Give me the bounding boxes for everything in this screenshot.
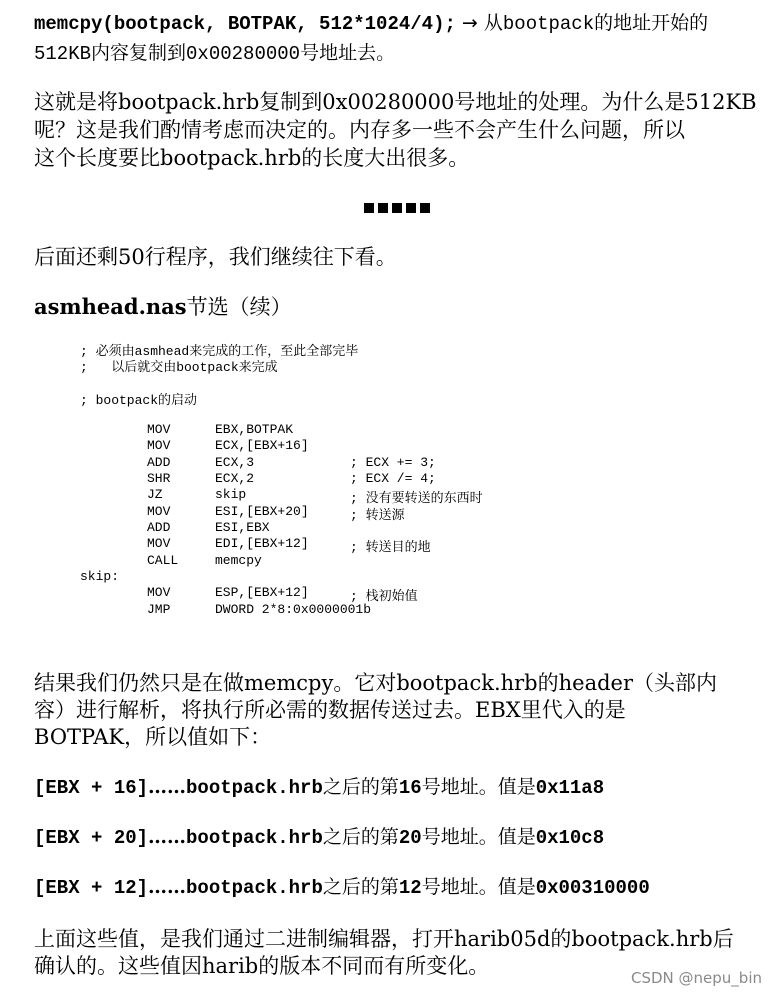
code-label: skip:: [80, 569, 120, 584]
section-divider: [364, 198, 434, 217]
code-comment: ; 必须由asmhead来完成的工作，至此全部完毕: [80, 344, 359, 359]
entry-dots: ……: [148, 776, 187, 798]
code-op: MOV: [147, 504, 171, 519]
memcpy-call-code: memcpy(bootpack, BOTPAK, 512*1024/4);: [34, 13, 456, 35]
header-entry: [34, 772, 604, 799]
entry-dots: ……: [148, 876, 187, 898]
arrow-icon: →: [461, 12, 478, 34]
header-entry: [34, 822, 604, 849]
entry-value: 0x00310000: [535, 877, 650, 899]
entry-file: bootpack.hrb: [186, 777, 323, 799]
code-args: skip: [215, 487, 247, 502]
code-args: ESP,[EBX+12]: [215, 585, 309, 600]
section-heading: [34, 291, 292, 321]
entry-text: 之后的第: [322, 876, 399, 898]
code-args: EDI,[EBX+12]: [215, 536, 309, 551]
code-op: MOV: [147, 536, 171, 551]
entry-text: 之后的第: [322, 776, 399, 798]
code-op: JZ: [147, 487, 163, 502]
code-args: ESI,EBX: [215, 520, 270, 535]
intro-address: 0x00280000: [186, 43, 301, 65]
code-comment: ; 以后就交由bootpack来完成: [80, 360, 278, 375]
entry-dots: ……: [148, 826, 187, 848]
code-comment: ; 转送目的地: [350, 540, 431, 555]
entry-file: bootpack.hrb: [186, 827, 323, 849]
section-suffix: 节选（续）: [186, 295, 292, 319]
intro-size: 512KB: [34, 43, 92, 65]
intro-text: 的地址开始的: [594, 12, 709, 34]
paragraph-4-line: 上面这些值，是我们通过二进制编辑器，打开harib05d的bootpack.hrb后: [34, 927, 734, 951]
entry-key: [EBX + 20]: [34, 827, 149, 849]
entry-offset: 16: [398, 777, 422, 799]
code-op: ADD: [147, 520, 171, 535]
entry-offset: 20: [398, 827, 422, 849]
csdn-watermark: CSDN @nepu_bin: [631, 969, 762, 987]
code-args: memcpy: [215, 553, 262, 568]
entry-offset: 12: [398, 877, 422, 899]
paragraph-4-line: 确认的。这些值因harib的版本不同而有所变化。: [34, 954, 490, 978]
paragraph-1-line: 呢？这是我们酌情考虑而决定的。内存多一些不会产生什么问题，所以: [34, 118, 685, 142]
code-op: CALL: [147, 553, 179, 568]
intro-line-1: [34, 8, 708, 35]
intro-word: bootpack: [502, 13, 595, 35]
code-op: MOV: [147, 422, 171, 437]
paragraph-3-line: 容）进行解析，将执行所必需的数据传送过去。EBX里代入的是: [34, 698, 626, 722]
intro-text: 内容复制到: [91, 42, 187, 64]
paragraph-1-line: 这就是将bootpack.hrb复制到0x00280000号地址的处理。为什么是512KB: [34, 90, 757, 114]
intro-text: 从: [477, 12, 503, 34]
paragraph-1-line: 这个长度要比bootpack.hrb的长度大出很多。: [34, 146, 470, 170]
code-op: MOV: [147, 438, 171, 453]
code-args: ECX,2: [215, 471, 255, 486]
code-op: SHR: [147, 471, 171, 486]
paragraph-3-line: 结果我们仍然只是在做memcpy。它对bootpack.hrb的header（头部内: [34, 671, 718, 695]
code-comment: ; 转送源: [350, 508, 405, 523]
paragraph-3-line: BOTPAK，所以值如下：: [34, 725, 272, 749]
code-op: MOV: [147, 585, 171, 600]
code-args: EBX,BOTPAK: [215, 422, 294, 437]
entry-text: 之后的第: [322, 826, 399, 848]
entry-text: 号地址。值是: [421, 876, 536, 898]
code-args: ECX,[EBX+16]: [215, 438, 309, 453]
intro-line-2: [34, 38, 395, 65]
header-entry: [34, 872, 650, 899]
code-comment: ; ECX /= 4;: [350, 471, 436, 486]
code-args: ESI,[EBX+20]: [215, 504, 309, 519]
intro-text: 号地址去。: [300, 42, 396, 64]
code-op: JMP: [147, 602, 171, 617]
entry-text: 号地址。值是: [421, 826, 536, 848]
entry-key: [EBX + 12]: [34, 877, 149, 899]
entry-value: 0x10c8: [535, 827, 605, 849]
code-comment: ; ECX += 3;: [350, 455, 436, 470]
code-comment: ; 没有要转送的东西时: [350, 491, 483, 506]
code-args: ECX,3: [215, 455, 255, 470]
entry-file: bootpack.hrb: [186, 877, 323, 899]
code-op: ADD: [147, 455, 171, 470]
entry-key: [EBX + 16]: [34, 777, 149, 799]
paragraph-2: 后面还剩50行程序，我们继续往下看。: [34, 245, 397, 269]
code-comment: ; 栈初始值: [350, 589, 418, 604]
section-filename: asmhead.nas: [34, 294, 187, 319]
code-args: DWORD 2*8:0x0000001b: [215, 602, 372, 617]
entry-text: 号地址。值是: [421, 776, 536, 798]
entry-value: 0x11a8: [535, 777, 605, 799]
code-comment: ; bootpack的启动: [80, 393, 198, 408]
